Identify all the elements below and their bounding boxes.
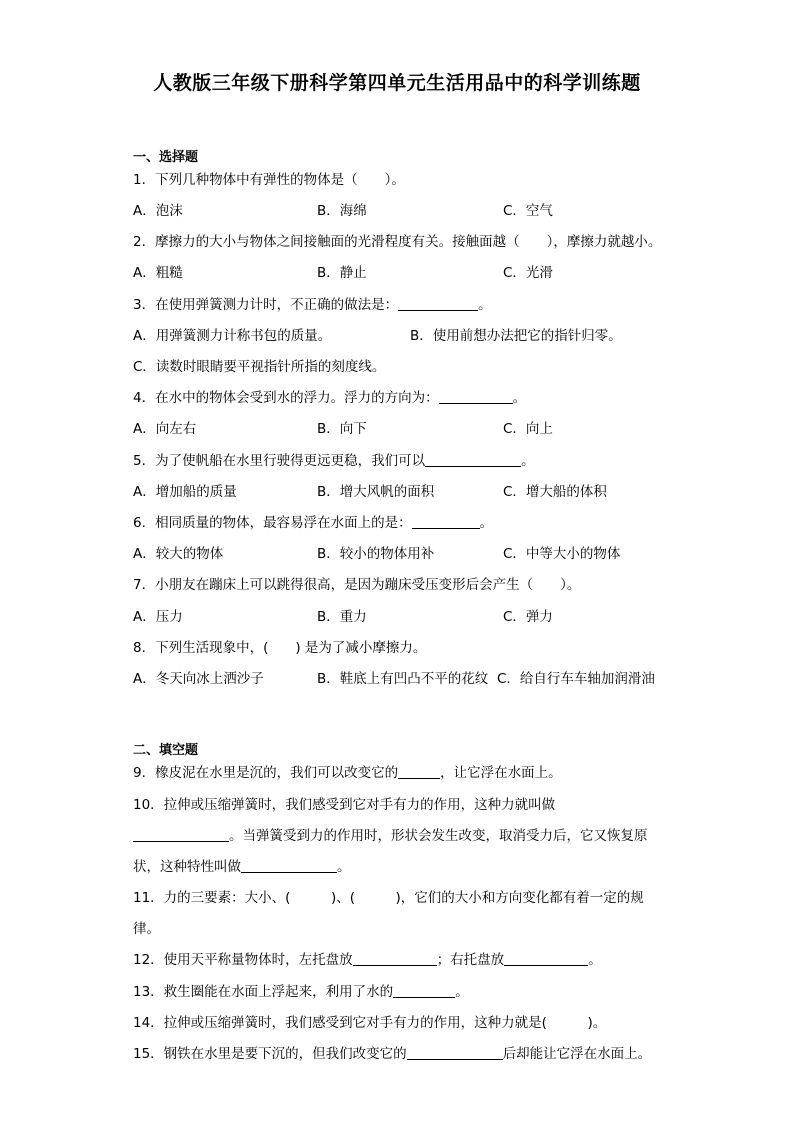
q7-option-a: A．压力 <box>133 609 183 625</box>
q2-option-b: B．静止 <box>317 265 367 281</box>
q13-text-pre: 13．救生圈能在水面上浮起来，利用了水的 <box>133 984 394 1000</box>
q5-option-b: B．增大风帆的面积 <box>317 484 435 500</box>
q3-stem-end: 。 <box>478 297 492 313</box>
q8-option-a: A．冬天向冰上洒沙子 <box>133 671 264 687</box>
q6-answer-blank[interactable] <box>412 514 480 529</box>
question-1: 1．下列几种物体中有弹性的物体是（ ）。 <box>133 172 405 188</box>
q5-option-c: C．增大船的体积 <box>503 484 607 500</box>
question-14: 14．拉伸或压缩弹簧时，我们感受到它对手有力的作用，这种力就是( )。 <box>133 1015 607 1031</box>
q10-line-2-text: 。当弹簧受到力的作用时，形状会发生改变，取消受力后，它又恢复原 <box>229 828 648 844</box>
q6-stem-end: 。 <box>479 515 494 531</box>
q6-option-a: A．较大的物体 <box>133 546 224 562</box>
q1-option-c: C．空气 <box>503 203 553 219</box>
q3-answer-blank[interactable] <box>398 296 478 311</box>
q6-stem-text: 6．相同质量的物体，最容易浮在水面上的是： <box>133 515 412 531</box>
q15-text-post: 后却能让它浮在水面上。 <box>502 1046 652 1062</box>
question-10-line-1: 10．拉伸或压缩弹簧时，我们感受到它对手有力的作用，这种力就叫做 <box>133 797 556 813</box>
q4-option-b: B．向下 <box>317 421 367 437</box>
q3-stem-text: 3．在使用弹簧测力计时，不正确的做法是： <box>133 297 399 313</box>
q1-option-a: A．泡沫 <box>133 203 183 219</box>
question-2: 2．摩擦力的大小与物体之间接触面的光滑程度有关。接触面越（ ），摩擦力就越小。 <box>133 234 662 250</box>
q4-option-a: A．向左右 <box>133 421 197 437</box>
question-7: 7．小朋友在蹦床上可以跳得很高，是因为蹦床受压变形后会产生（ ）。 <box>133 577 581 593</box>
question-8: 8．下列生活现象中，( ) 是为了减小摩擦力。 <box>133 640 427 656</box>
question-10-line-2 <box>133 826 648 846</box>
q7-option-c: C．弹力 <box>503 609 553 625</box>
question-10-line-3 <box>133 857 351 877</box>
q12-answer-blank-left[interactable] <box>353 951 437 966</box>
q5-stem-end: 。 <box>521 453 535 469</box>
question-4 <box>133 388 526 408</box>
q3-option-b: B．使用前想办法把它的指针归零。 <box>410 328 622 344</box>
q6-option-c: C．中等大小的物体 <box>503 546 621 562</box>
question-13 <box>133 982 469 1002</box>
q12-text-post: 。 <box>588 952 602 968</box>
q3-option-a: A．用弹簧测力计称书包的质量。 <box>133 328 332 344</box>
q13-text-post: 。 <box>455 984 469 1000</box>
question-9 <box>133 763 562 783</box>
q4-answer-blank[interactable] <box>439 389 513 404</box>
q15-answer-blank[interactable] <box>407 1045 503 1060</box>
section-heading-fill: 二、填空题 <box>133 743 199 758</box>
q10-answer-blank-2[interactable] <box>241 858 337 873</box>
q9-text-pre: 9．橡皮泥在水里是沉的，我们可以改变它的 <box>133 765 399 781</box>
q3-option-c: C．读数时眼睛要平视指针所指的刻度线。 <box>133 359 386 375</box>
q4-stem-end: 。 <box>512 390 527 406</box>
q9-text-post: ，让它浮在水面上。 <box>440 765 562 781</box>
section-heading-choice: 一、选择题 <box>133 150 199 165</box>
q15-text-pre: 15．钢铁在水里是要下沉的，但我们改变它的 <box>133 1046 407 1062</box>
q12-answer-blank-right[interactable] <box>504 951 588 966</box>
question-5 <box>133 451 535 471</box>
q9-answer-blank[interactable] <box>398 764 440 779</box>
q8-option-c: C．给自行车车轴加润滑油 <box>497 671 655 687</box>
q5-stem-text: 5．为了使帆船在水里行驶得更远更稳，我们可以 <box>133 453 426 469</box>
question-3 <box>133 295 492 315</box>
q4-option-c: C．向上 <box>503 421 553 437</box>
q10-answer-blank-1[interactable] <box>133 827 229 842</box>
q2-option-a: A．粗糙 <box>133 265 183 281</box>
q2-option-c: C．光滑 <box>503 265 553 281</box>
q10-line-3-end: 。 <box>337 859 351 875</box>
q12-text-mid: ；右托盘放 <box>436 952 505 968</box>
q12-text-pre: 12．使用天平称量物体时，左托盘放 <box>133 952 353 968</box>
page-title: 人教版三年级下册科学第四单元生活用品中的科学训练题 <box>153 72 641 94</box>
q8-option-b: B．鞋底上有凹凸不平的花纹 <box>317 671 489 687</box>
q1-option-b: B．海绵 <box>317 203 367 219</box>
question-11-line-2: 律。 <box>133 921 160 937</box>
q7-option-b: B．重力 <box>317 609 367 625</box>
q4-stem-text: 4．在水中的物体会受到水的浮力。浮力的方向为： <box>133 390 439 406</box>
question-12 <box>133 950 602 970</box>
question-11-line-1: 11．力的三要素：大小、( )、( )，它们的大小和方向变化都有着一定的规 <box>133 890 644 906</box>
q13-answer-blank[interactable] <box>393 983 455 998</box>
q6-option-b: B．较小的物体用补 <box>317 546 435 562</box>
q5-answer-blank[interactable] <box>425 452 521 467</box>
q5-option-a: A．增加船的质量 <box>133 484 237 500</box>
question-15 <box>133 1044 651 1064</box>
question-6 <box>133 513 493 533</box>
q10-line-3-text: 状，这种特性叫做 <box>133 859 241 875</box>
